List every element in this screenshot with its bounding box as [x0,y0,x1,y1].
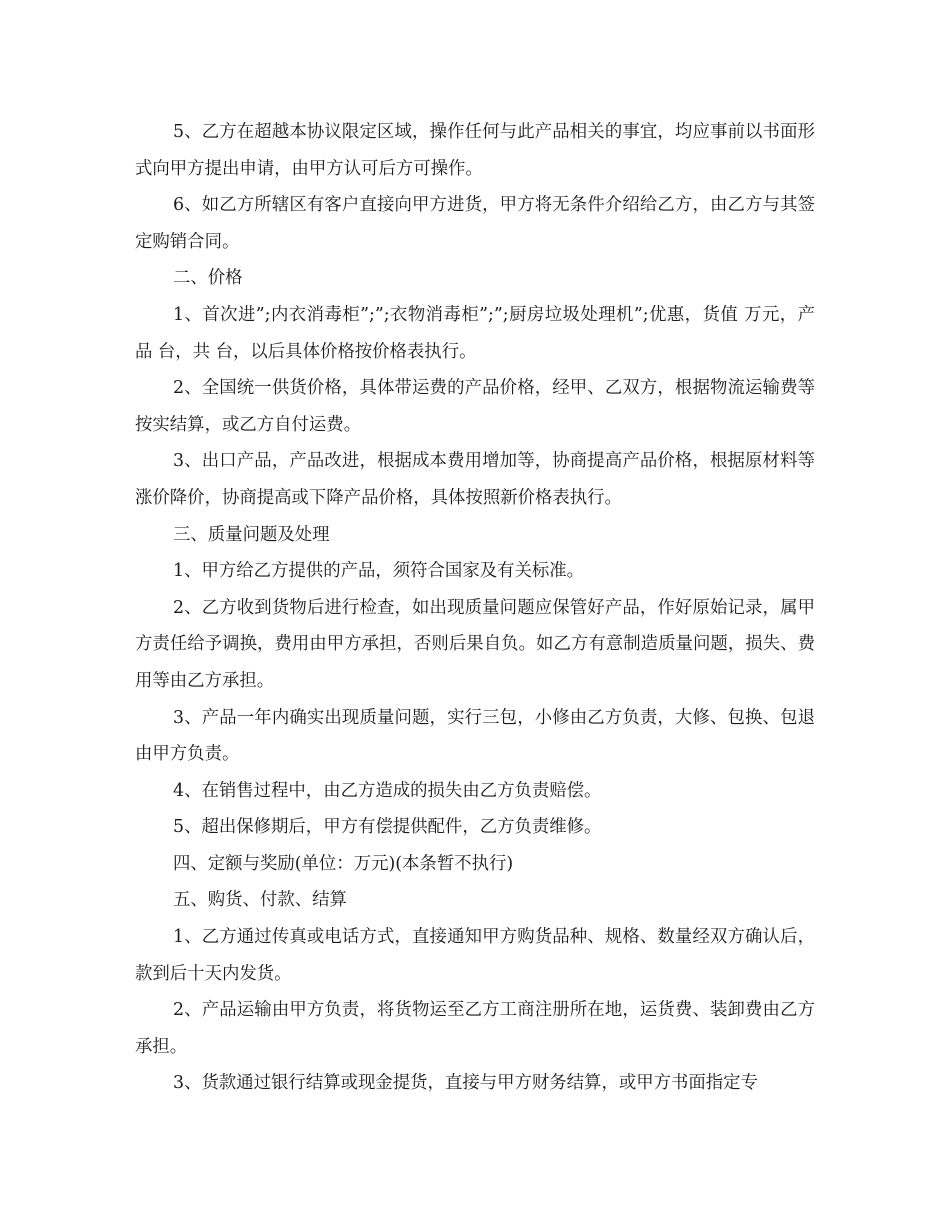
paragraph-price-2: 2、全国统一供货价格，具体带运费的产品价格，经甲、乙双方，根据物流运输费等按实结算，或乙方自付运费。 [135,378,815,435]
paragraph-quality-3: 3、产品一年内确实出现质量问题，实行三包，小修由乙方负责，大修、包换、包退由甲方负责。 [135,707,815,765]
document-body [135,114,815,1102]
section-heading-purchase: 五、购货、付款、结算 [173,890,347,911]
paragraph-quality-2: 2、乙方收到货物后进行检查，如出现质量问题应保管好产品，作好原始记录，属甲方责任给予调换，费用由甲方承担，否则后果自负。如乙方有意制造质量问题，损失、费用等由乙方承担。 [135,597,815,691]
paragraph-price-1: 1、首次进”;内衣消毒柜”;”;衣物消毒柜”;”;厨房垃圾处理机”;优惠，货值 万元，产品 台，共 台，以后具体价格按价格表执行。 [135,304,815,362]
paragraph-price-3: 3、出口产品，产品改进，根据成本费用增加等，协商提高产品价格，根据原材料等涨价降价，协商提高或下降产品价格，具体按照新价格表执行。 [135,451,815,508]
paragraph-quality-4: 4、在销售过程中，由乙方造成的损失由乙方负责赔偿。 [173,780,602,801]
paragraph-clause-6-customers: 6、如乙方所辖区有客户直接向甲方进货，甲方将无条件介绍给乙方，由乙方与其签定购销合同。 [135,195,815,252]
paragraph-clause-5-region: 5、乙方在超越本协议限定区域，操作任何与此产品相关的事宜，均应事前以书面形式向甲方提出申请，由甲方认可后方可操作。 [135,122,815,179]
paragraph-quality-5: 5、超出保修期后，甲方有偿提供配件，乙方负责维修。 [173,817,602,838]
paragraph-purchase-1: 1、乙方通过传真或电话方式，直接通知甲方购货品种、规格、数量经双方确认后，款到后十天内发货。 [135,927,815,984]
paragraph-purchase-3: 3、货款通过银行结算或现金提货，直接与甲方财务结算，或甲方书面指定专 [173,1073,758,1094]
paragraph-purchase-2: 2、产品运输由甲方负责，将货物运至乙方工商注册所在地，运货费、装卸费由乙方承担。 [135,1000,815,1057]
paragraph-quality-1: 1、甲方给乙方提供的产品，须符合国家及有关标准。 [173,561,585,582]
section-heading-quality: 三、质量问题及处理 [173,524,330,545]
section-heading-price: 二、价格 [173,268,243,289]
section-heading-quota: 四、定额与奖励(单位：万元)(本条暂不执行) [173,853,514,874]
